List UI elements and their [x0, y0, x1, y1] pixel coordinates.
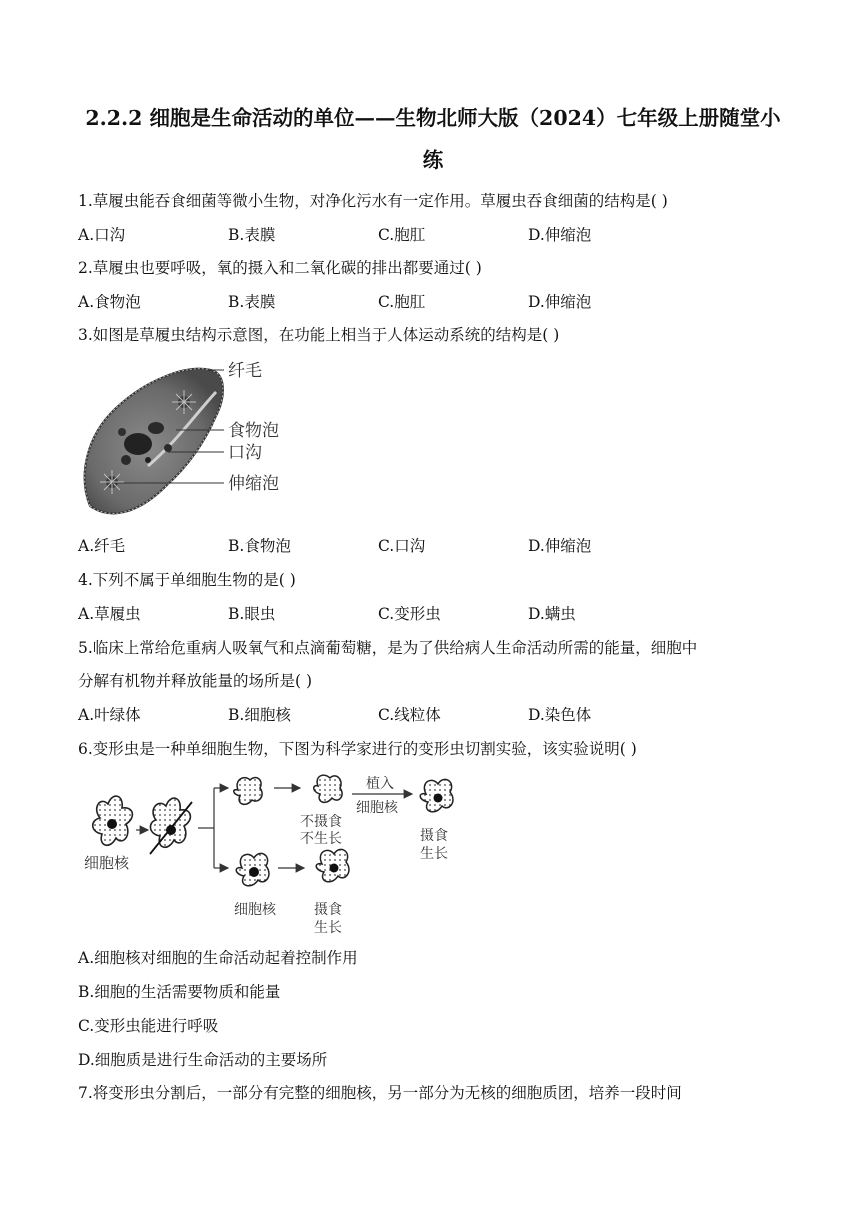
label-contractile-vacuole: 伸缩泡: [228, 474, 279, 494]
question-2-option-b[interactable]: B.表膜: [228, 293, 276, 311]
question-2-option-a[interactable]: A.食物泡: [78, 293, 141, 311]
question-5-option-d[interactable]: D.染色体: [528, 706, 592, 724]
question-4-stem: 4.下列不属于单细胞生物的是( ): [78, 571, 296, 589]
label-nucleus-bottom: 细胞核: [234, 902, 276, 918]
question-6-stem: 6.变形虫是一种单细胞生物，下图为科学家进行的变形虫切割实验，该实验说明( ): [78, 740, 637, 758]
question-3-option-d[interactable]: D.伸缩泡: [528, 537, 592, 555]
label-eat-bottom: 摄食: [314, 902, 342, 918]
question-6-option-d[interactable]: D.细胞质是进行生命活动的主要场所: [78, 1051, 328, 1069]
amoeba-no-nucleus-no-growth: [314, 775, 342, 802]
question-4-option-a[interactable]: A.草履虫: [78, 605, 141, 623]
question-1-stem: 1.草履虫能吞食细菌等微小生物，对净化污水有一定作用。草履虫吞食细菌的结构是( ): [78, 192, 668, 210]
question-1-option-a[interactable]: A.口沟: [78, 226, 126, 244]
label-nucleus-left: 细胞核: [84, 854, 130, 872]
label-implant-nucleus: 细胞核: [356, 800, 398, 816]
label-cilia: 纤毛: [228, 361, 262, 381]
question-1-option-c[interactable]: C.胞肛: [378, 226, 426, 244]
amoeba-being-cut: [150, 798, 192, 854]
question-3-option-c[interactable]: C.口沟: [378, 537, 426, 555]
label-oral-groove: 口沟: [228, 443, 262, 463]
question-2-option-c[interactable]: C.胞肛: [378, 293, 426, 311]
document-title-line-1: 2.2.2 细胞是生命活动的单位——生物北师大版（2024）七年级上册随堂小: [85, 106, 781, 130]
question-5-option-b[interactable]: B.细胞核: [228, 706, 291, 724]
label-food-vacuole: 食物泡: [228, 421, 279, 441]
question-3-stem: 3.如图是草履虫结构示意图，在功能上相当于人体运动系统的结构是( ): [78, 326, 560, 344]
question-4-option-c[interactable]: C.变形虫: [378, 605, 441, 623]
question-4-option-b[interactable]: B.眼虫: [228, 605, 276, 623]
question-4-option-d[interactable]: D.螨虫: [528, 605, 576, 623]
question-5-stem-line-1: 5.临床上常给危重病人吸氧气和点滴葡萄糖，是为了供给病人生命活动所需的能量，细胞中: [78, 639, 698, 657]
question-6-option-a[interactable]: A.细胞核对细胞的生命活动起着控制作用: [78, 949, 358, 967]
label-no-grow: 不生长: [300, 831, 342, 847]
amoeba-implanted-nucleus: [420, 779, 453, 811]
label-no-eat: 不摄食: [300, 814, 342, 830]
label-eat-top: 摄食: [420, 828, 448, 844]
amoeba-fragment-with-nucleus: [236, 853, 269, 885]
label-grow-bottom: 生长: [314, 920, 342, 936]
question-6-option-c[interactable]: C.变形虫能进行呼吸: [78, 1017, 219, 1035]
document-title-line-2: 练: [422, 148, 444, 172]
question-1-option-d[interactable]: D.伸缩泡: [528, 226, 592, 244]
question-3-option-b[interactable]: B.食物泡: [228, 537, 291, 555]
question-5-option-c[interactable]: C.线粒体: [378, 706, 441, 724]
question-6-option-b[interactable]: B.细胞的生活需要物质和能量: [78, 983, 281, 1001]
question-5-option-a[interactable]: A.叶绿体: [78, 706, 141, 724]
paramecium-diagram: [76, 356, 296, 526]
amoeba-original: [93, 796, 133, 845]
question-2-stem: 2.草履虫也要呼吸，氧的摄入和二氧化碳的排出都要通过( ): [78, 259, 482, 277]
question-1-option-b[interactable]: B.表膜: [228, 226, 276, 244]
paramecium-body: [85, 369, 223, 514]
question-3-option-a[interactable]: A.纤毛: [78, 537, 126, 555]
amoeba-fragment-no-nucleus: [234, 778, 262, 805]
question-2-option-d[interactable]: D.伸缩泡: [528, 293, 592, 311]
question-5-stem-line-2: 分解有机物并释放能量的场所是( ): [78, 672, 313, 690]
question-7-stem: 7.将变形虫分割后，一部分有完整的细胞核，另一部分为无核的细胞质团，培养一段时间: [78, 1084, 682, 1102]
amoeba-experiment-diagram: [78, 768, 478, 938]
amoeba-with-nucleus-growing: [316, 849, 349, 881]
label-grow-top: 生长: [420, 846, 448, 862]
branch-lines: [198, 788, 228, 868]
label-implant: 植入: [366, 776, 394, 792]
